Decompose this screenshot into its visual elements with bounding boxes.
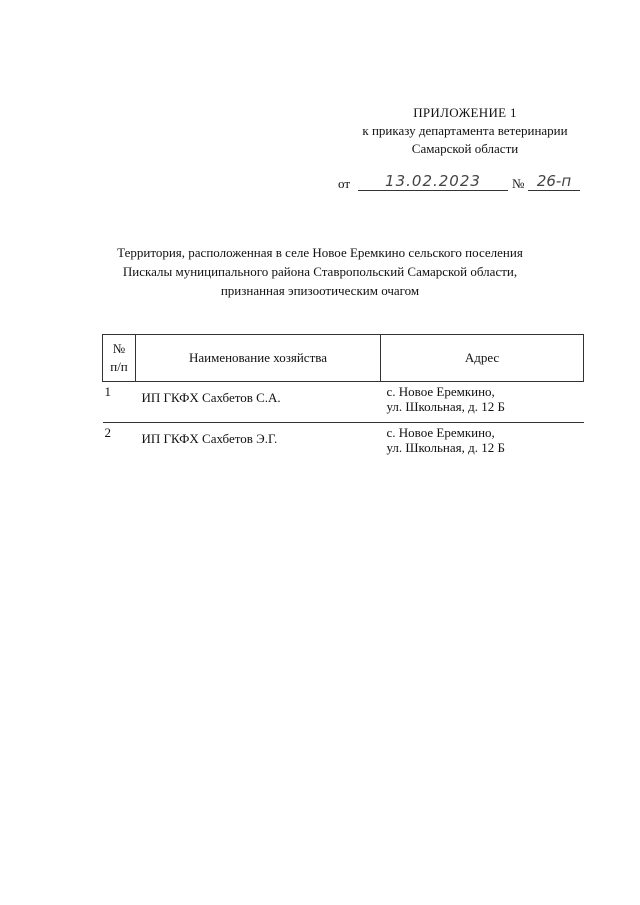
address-line-1: с. Новое Еремкино, xyxy=(386,425,495,440)
header-number-abbr: п/п xyxy=(110,359,128,374)
order-reference xyxy=(338,172,583,192)
header-address: Адрес xyxy=(381,335,584,382)
row-number: 2 xyxy=(104,425,111,440)
order-date: 13.02.2023 xyxy=(358,172,508,191)
appendix-region: Самарской области xyxy=(411,141,519,156)
title-line-1: Территория, расположенная в селе Новое Еремкино сельского поселения xyxy=(117,245,523,260)
date-label: от xyxy=(338,176,351,191)
header-number xyxy=(103,335,136,382)
farms-table xyxy=(102,334,584,463)
row-address xyxy=(381,423,584,464)
table-row xyxy=(103,382,584,423)
appendix-header xyxy=(340,104,590,158)
address-line-2: ул. Школьная, д. 12 Б xyxy=(386,399,505,414)
document-title xyxy=(100,243,540,300)
appendix-title: ПРИЛОЖЕНИЕ 1 xyxy=(413,105,517,120)
title-line-3: признанная эпизоотическим очагом xyxy=(220,283,420,298)
row-address xyxy=(381,382,584,423)
header-name: Наименование хозяйства xyxy=(136,335,381,382)
row-farm-name: ИП ГКФХ Сахбетов Э.Г. xyxy=(141,431,278,446)
number-label: № xyxy=(512,176,525,191)
order-number: 26-п xyxy=(528,172,580,191)
appendix-subtitle: к приказу департамента ветеринарии xyxy=(362,123,568,138)
title-line-2: Пискалы муниципального района Ставропольский Самарской области, xyxy=(122,264,518,279)
table-row xyxy=(103,423,584,464)
header-number-sign: № xyxy=(112,341,126,356)
table-header-row xyxy=(103,335,584,382)
address-line-2: ул. Школьная, д. 12 Б xyxy=(386,440,505,455)
row-farm-name: ИП ГКФХ Сахбетов С.А. xyxy=(136,382,381,423)
address-line-1: с. Новое Еремкино, xyxy=(386,384,495,399)
row-number: 1 xyxy=(103,382,136,423)
